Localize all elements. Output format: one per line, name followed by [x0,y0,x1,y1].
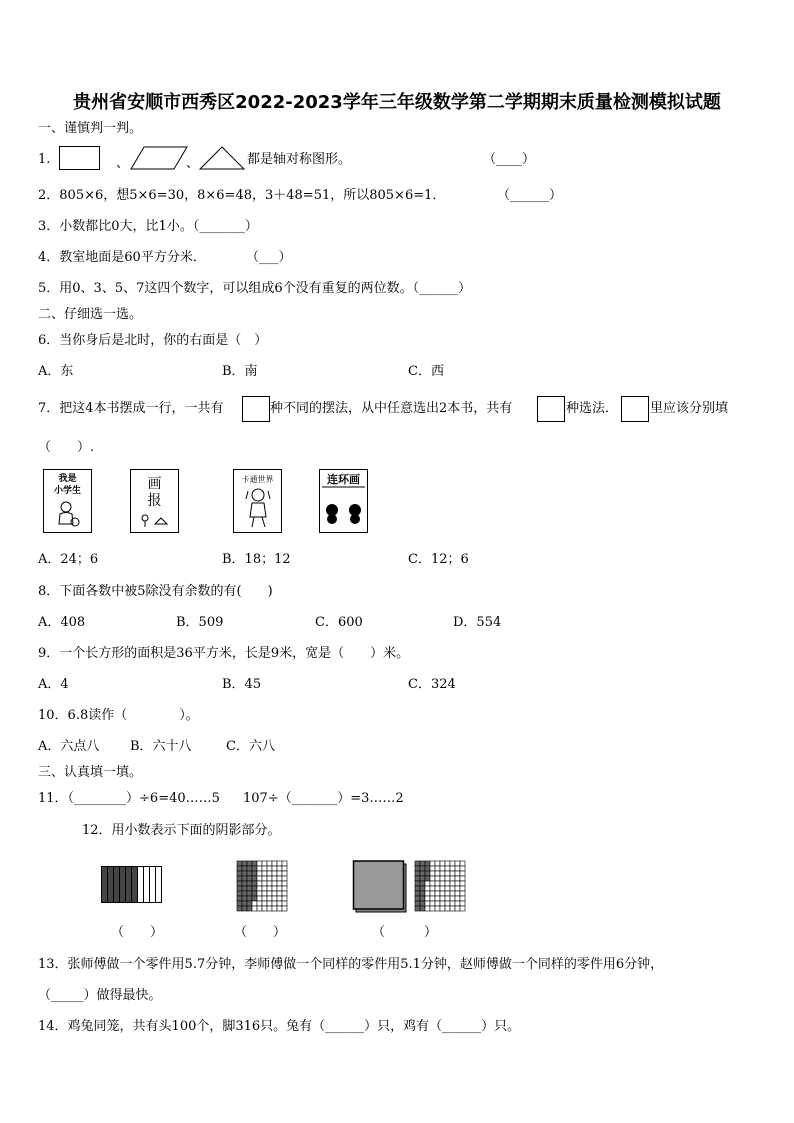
grid-cell [267,866,272,871]
page-title: 贵州省安顺市西秀区2022-2023学年三年级数学第二学期期末质量检测模拟试题 [73,92,721,113]
grid-cell [425,881,430,886]
book-cover-katong-shijie [233,469,282,533]
q7-text-part5: （ ）. [38,440,95,455]
section-3-heading: 三、认真填一填。 [38,765,143,780]
bar-cell [138,867,144,903]
grid-cell [237,876,242,881]
grid-cell [257,896,262,901]
grid-cell [252,896,257,901]
q8-option-a[interactable]: A．408 [38,615,86,630]
grid-cell [257,866,262,871]
q8-text: 8．下面各数中被5除没有余数的有( ) [38,584,273,599]
tenths-bar-figure [101,866,163,904]
grid-cell [445,871,450,876]
grid-cell [460,891,465,896]
q7-text-part2: 种不同的摆法，从中任意选出2本书，共有 [270,401,513,416]
grid-cell [277,866,282,871]
grid-cell [435,881,440,886]
grid-cell [242,906,247,911]
grid-cell [277,901,282,906]
grid-cell [430,886,435,891]
grid-cell [445,876,450,881]
grid-cell [445,861,450,866]
grid-cell [435,871,440,876]
grid-cell [262,871,267,876]
grid-cell [282,906,287,911]
grid-cell [242,871,247,876]
grid-cell [450,861,455,866]
grid-cell [252,891,257,896]
grid-cell [267,896,272,901]
grid-cell [267,906,272,911]
q13-text: 13．张师傅做一个零件用5.7分钟，李师傅做一个同样的零件用5.1分钟，赵师傅做一个同样的零件用6分钟， [38,957,664,972]
bar-cell [132,867,138,903]
grid-cell [262,891,267,896]
grid-cell [425,886,430,891]
q4-answer-blank[interactable]: （___） [246,250,292,265]
q8-option-d[interactable]: D．554 [453,615,502,630]
q8-option-c[interactable]: C．600 [315,615,363,630]
q1-separator: 、 [116,156,130,171]
grid-cell [460,881,465,886]
student-illustration-icon [52,500,82,528]
grid-cell [415,861,420,866]
grid-cell [252,876,257,881]
grid-cell [237,861,242,866]
grid-cell [277,906,282,911]
flower-decoration-icon [139,514,171,528]
grid-cell [460,876,465,881]
q10-option-c[interactable]: C．六八 [226,739,275,754]
q7-option-a[interactable]: A．24；6 [38,552,99,567]
grid-cell [455,881,460,886]
grid-cell [257,906,262,911]
grid-cell [247,901,252,906]
grid-cell [415,866,420,871]
grid-cell [242,901,247,906]
bar-cell [102,867,108,903]
panda-illustration-icon [320,486,367,530]
grid-cell [450,886,455,891]
grid-cell [237,881,242,886]
q6-option-a[interactable]: A．东 [38,364,74,379]
book-cover-huabao [130,469,179,533]
grid-cell [257,876,262,881]
grid-cell [430,866,435,871]
bar-cell [126,867,132,903]
grid-cell [445,906,450,911]
grid-cell [282,896,287,901]
grid-cell [460,871,465,876]
q9-option-c[interactable]: C．324 [408,677,456,692]
grid-cell [272,871,277,876]
grid-cell [262,886,267,891]
grid-cell [420,901,425,906]
q14-text: 14．鸡兔同笼，共有头100个，脚316只。兔有（______）只，鸡有（______）只。 [38,1019,521,1034]
q9-text: 9．一个长方形的面积是36平方米，长是9米，宽是（ ）米。 [38,646,410,661]
grid-cell [440,871,445,876]
grid-cell [455,886,460,891]
parallelogram-figure [130,146,188,170]
hundredths-grid-figure-1 [236,860,290,912]
grid-cell [282,861,287,866]
grid-cell [415,871,420,876]
q10-text: 10．6.8读作（ ）。 [38,708,199,723]
grid-cell [420,871,425,876]
grid-cell [420,896,425,901]
grid-cell [272,891,277,896]
book-title-line1: 我是 [58,474,77,484]
q7-answer-box-2[interactable] [537,396,565,422]
book-cover-lianhuanhua [319,469,368,533]
grid-cell [247,861,252,866]
grid-cell [420,876,425,881]
q7-answer-box-1[interactable] [242,396,270,422]
grid-cell [247,906,252,911]
grid-cell [242,891,247,896]
grid-cell [242,896,247,901]
grid-cell [460,861,465,866]
grid-cell [430,871,435,876]
bar-cell [144,867,150,903]
grid-cell [440,886,445,891]
grid-cell [282,901,287,906]
grid-cell [435,886,440,891]
section-1-heading: 一、谨慎判一判。 [38,121,143,136]
book-title-line2: 报 [147,493,162,509]
grid-cell [430,901,435,906]
grid-cell [247,886,252,891]
grid-cell [435,901,440,906]
grid-cell [460,901,465,906]
bar-cell [120,867,126,903]
whole-unit-square [354,861,404,909]
rectangle-figure [59,146,100,170]
grid-cell [455,866,460,871]
grid-cell [460,886,465,891]
grid-cell [425,901,430,906]
book-title-line1: 卡通世界 [241,475,274,484]
q9-option-b[interactable]: B．45 [222,677,262,692]
grid-cell [420,891,425,896]
q1-number: 1. [38,152,51,167]
grid-cell [282,886,287,891]
hundredths-grid-figure-2 [353,860,469,912]
grid-cell [440,896,445,901]
grid-cell [272,876,277,881]
grid-cell [267,861,272,866]
grid-cell [237,891,242,896]
grid-cell [445,896,450,901]
grid-cell [252,871,257,876]
grid-cell [252,906,257,911]
grid-cell [272,906,277,911]
q12-answer-blank-2[interactable]: （ ） [234,925,287,940]
q10-option-a[interactable]: A．六点八 [38,739,100,754]
grid-cell [440,876,445,881]
grid-cell [425,876,430,881]
grid-cell [425,866,430,871]
grid-cell [242,876,247,881]
q5-text: 5．用0、3、5、7这四个数字，可以组成6个没有重复的两位数。（______） [38,281,472,296]
grid-cell [430,861,435,866]
grid-cell [430,896,435,901]
grid-cell [272,861,277,866]
grid-cell [455,861,460,866]
grid-cell [272,901,277,906]
grid-cell [420,861,425,866]
grid-cell [252,866,257,871]
grid-cell [257,881,262,886]
grid-cell [252,861,257,866]
grid-cell [282,871,287,876]
grid-cell [262,901,267,906]
q12-answer-blank-3[interactable]: （ ） [372,925,438,940]
grid-cell [450,866,455,871]
grid-cell [262,896,267,901]
grid-cell [247,866,252,871]
q7-option-b[interactable]: B．18；12 [222,552,291,567]
q1-text: 都是轴对称图形。 [247,152,352,167]
grid-cell [450,906,455,911]
grid-cell [237,901,242,906]
bar-cell [150,867,156,903]
grid-cell [435,876,440,881]
bar-cell [114,867,120,903]
grid-cell [455,906,460,911]
q6-option-c[interactable]: C．西 [408,364,444,379]
grid-cell [262,866,267,871]
book-title-line1: 画 [147,476,162,492]
grid-cell [272,881,277,886]
grid-cell [247,891,252,896]
grid-cell [415,901,420,906]
grid-cell [450,876,455,881]
grid-cell [445,881,450,886]
grid-cell [415,906,420,911]
grid-cell [455,871,460,876]
grid-cell [237,896,242,901]
q12-answer-blank-1[interactable]: （ ） [111,925,164,940]
bar-cell [108,867,114,903]
grid-cell [237,906,242,911]
triangle-figure [199,146,245,170]
grid-cell [440,901,445,906]
grid-cell [247,896,252,901]
grid-cell [237,871,242,876]
q6-text: 6．当你身后是北时，你的右面是（ ） [38,333,268,348]
grid-cell [415,876,420,881]
section-2-heading: 二、仔细选一选。 [38,307,143,322]
grid-cell [425,891,430,896]
grid-cell [455,896,460,901]
grid-cell [282,876,287,881]
grid-cell [425,906,430,911]
grid-cell [262,861,267,866]
grid-cell [420,881,425,886]
grid-cell [440,891,445,896]
q9-option-a[interactable]: A．4 [38,677,69,692]
grid-cell [445,901,450,906]
grid-cell [445,891,450,896]
q7-option-c[interactable]: C．12；6 [408,552,469,567]
q7-reference-box [621,396,649,422]
grid-cell [252,886,257,891]
grid-cell [445,886,450,891]
q3-text: 3．小数都比0大，比1小。（_______） [38,219,258,234]
grid-cell [425,896,430,901]
grid-cell [267,891,272,896]
grid-cell [435,906,440,911]
grid-cell [425,871,430,876]
q11-part-b: 107÷（_______）=3……2 [243,791,404,806]
q2-text: 2．805×6，想5×6=30，8×6=48，3＋48=51，所以805×6=1． [38,188,446,203]
grid-cell [257,891,262,896]
book-cover-xiaoxuesheng [43,469,92,533]
grid-cell [435,861,440,866]
q11-part-a: 11．（________）÷6=40……5 [38,791,220,806]
q10-option-b[interactable]: B．六十八 [130,739,192,754]
grid-cell [430,891,435,896]
grid-cell [272,866,277,871]
grid-cell [435,891,440,896]
grid-cell [277,886,282,891]
grid-cell [242,866,247,871]
grid-cell [247,871,252,876]
grid-cell [455,876,460,881]
grid-cell [277,876,282,881]
grid-cell [242,881,247,886]
grid-cell [415,886,420,891]
grid-cell [282,891,287,896]
grid-cell [257,871,262,876]
grid-cell [237,866,242,871]
grid-cell [257,886,262,891]
grid-cell [425,861,430,866]
q12-text: 12．用小数表示下面的阴影部分。 [82,823,281,838]
grid-cell [277,891,282,896]
grid-cell [247,876,252,881]
q7-text-part3: 种选法． [566,401,619,416]
q13-answer: （_____）做得最快。 [38,988,162,1003]
grid-cell [440,906,445,911]
q4-text: 4．教室地面是60平方分米． [38,250,206,265]
grid-cell [257,861,262,866]
q6-option-b[interactable]: B．南 [222,364,258,379]
grid-cell [277,881,282,886]
q1-separator: 、 [186,156,200,171]
grid-cell [455,901,460,906]
grid-cell [420,906,425,911]
grid-cell [450,891,455,896]
q1-answer-blank[interactable]: （____） [483,152,536,167]
cartoon-girl-illustration-icon [244,487,272,529]
grid-cell [242,886,247,891]
q8-option-b[interactable]: B．509 [176,615,224,630]
grid-cell [450,871,455,876]
grid-cell [267,876,272,881]
grid-cell [430,876,435,881]
grid-cell [262,906,267,911]
book-title-line1: 连环画 [327,473,360,486]
grid-cell [415,896,420,901]
grid-cell [420,866,425,871]
grid-cell [237,886,242,891]
grid-cell [252,901,257,906]
grid-cell [277,871,282,876]
grid-cell [460,866,465,871]
grid-cell [282,866,287,871]
grid-cell [415,891,420,896]
grid-cell [242,861,247,866]
grid-cell [435,896,440,901]
grid-cell [272,896,277,901]
grid-cell [267,871,272,876]
grid-cell [277,896,282,901]
grid-cell [455,891,460,896]
grid-cell [277,861,282,866]
grid-cell [252,881,257,886]
grid-cell [430,906,435,911]
q7-text-part1: 7．把这4本书摆成一行，一共有 [38,401,224,416]
grid-cell [440,881,445,886]
grid-cell [267,886,272,891]
grid-cell [262,881,267,886]
q7-text-part4: 里应该分别填 [650,401,729,416]
grid-cell [450,901,455,906]
grid-cell [440,866,445,871]
grid-cell [262,876,267,881]
q2-answer-blank[interactable]: （______） [497,188,563,203]
grid-cell [460,906,465,911]
book-title-line2: 小学生 [53,486,81,496]
grid-cell [272,886,277,891]
grid-cell [460,896,465,901]
grid-cell [420,886,425,891]
grid-cell [430,881,435,886]
grid-cell [440,861,445,866]
grid-cell [267,901,272,906]
grid-cell [267,881,272,886]
grid-cell [450,881,455,886]
bar-cell [156,867,162,903]
grid-cell [415,881,420,886]
grid-cell [435,866,440,871]
grid-cell [445,866,450,871]
grid-cell [257,901,262,906]
grid-cell [450,896,455,901]
grid-cell [247,881,252,886]
grid-cell [282,881,287,886]
